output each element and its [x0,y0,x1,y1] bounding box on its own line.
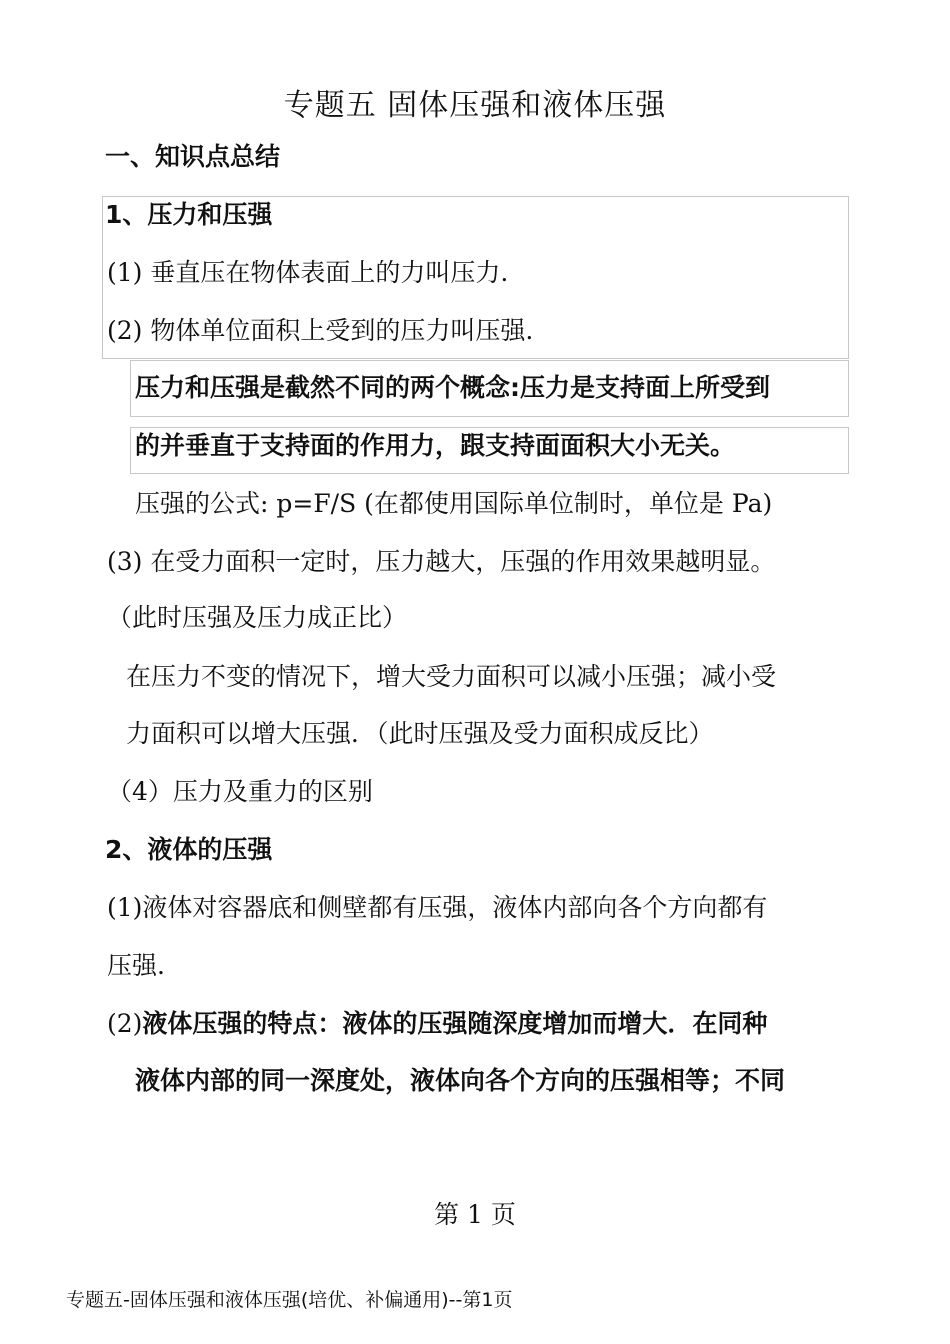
liquid-item-2-text: 液体压强的特点：液体的压强随深度增加而增大．在同种 [142,1009,768,1038]
list-item-2: (2) 物体单位面积上受到的压力叫压强. [107,316,534,345]
list-item-3-note: （此时压强及压力成正比） [107,603,408,632]
page-number: 第 1 页 [434,1200,516,1229]
section-heading-knowledge-summary: 一、知识点总结 [105,142,281,171]
concept-line-2: 的并垂直于支持面的作用力，跟支持面面积大小无关。 [135,431,736,460]
list-item-1: (1) 垂直压在物体表面上的力叫压力. [107,258,509,287]
liquid-item-2-line-2: 液体内部的同一深度处，液体向各个方向的压强相等；不同 [135,1066,786,1095]
document-title: 专题五 固体压强和液体压强 [283,88,667,123]
liquid-item-2-prefix: (2) [107,1009,143,1038]
liquid-item-2-line-1 [107,1004,767,1040]
list-item-3: (3) 在受力面积一定时，压力越大，压强的作用效果越明显。 [107,547,776,576]
liquid-item-1-line-1: (1)液体对容器底和侧壁都有压强，液体内部向各个方向都有 [107,893,768,922]
area-rule-line-2: 力面积可以增大压强．（此时压强及受力面积成反比） [126,719,714,748]
list-item-4: （4）压力及重力的区别 [107,777,373,806]
subheading-pressure-force: 1、压力和压强 [105,200,273,229]
area-rule-line-1: 在压力不变的情况下，增大受力面积可以减小压强；减小受 [126,662,777,691]
formula-line: 压强的公式: p=F/S (在都使用国际单位制时，单位是 Pa) [135,489,773,518]
subheading-liquid-pressure: 2、液体的压强 [105,835,273,864]
liquid-item-1-line-2: 压强. [107,951,165,980]
concept-line-1: 压力和压强是截然不同的两个概念:压力是支持面上所受到 [135,373,770,402]
footer-note: 专题五-固体压强和液体压强(培优、补偏通用)--第1页 [66,1289,513,1311]
